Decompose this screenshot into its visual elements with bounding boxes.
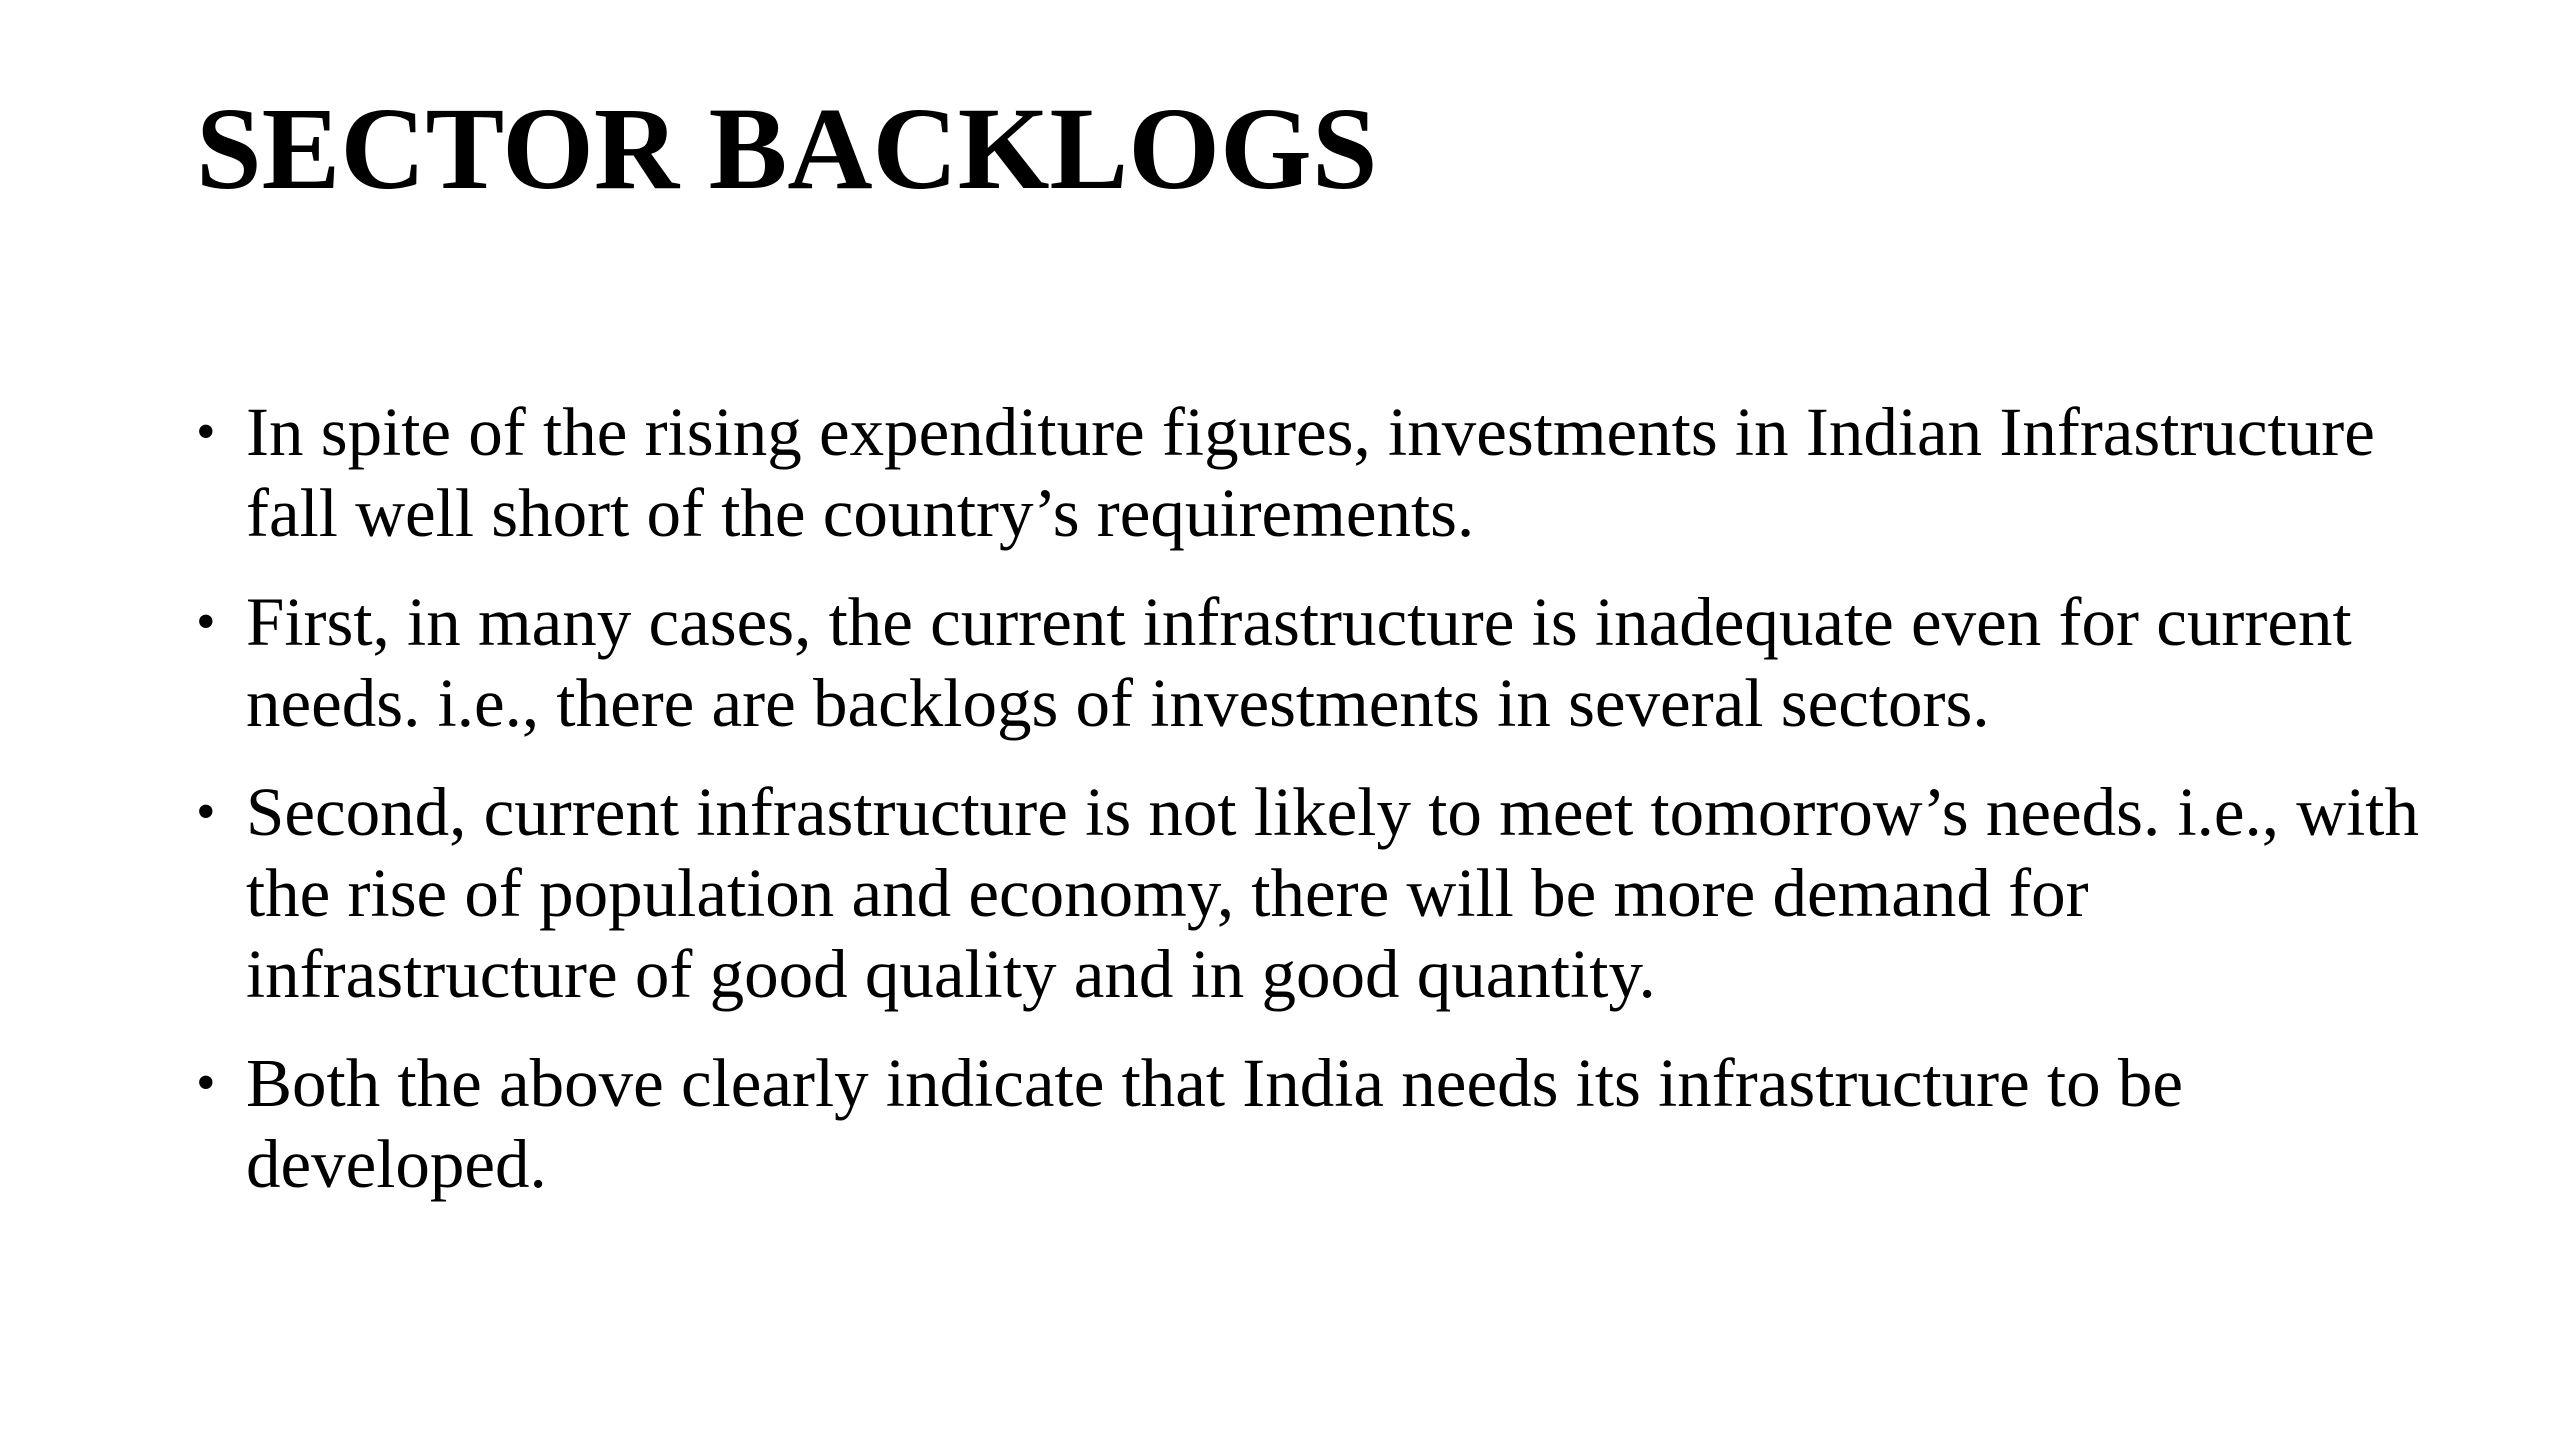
bullet-marker: • (196, 1052, 216, 1114)
slide-title: SECTOR BACKLOGS (196, 83, 1378, 214)
bullet-item (196, 582, 2436, 744)
bullet-text: Second, current infrastructure is not likely to meet tomorrow’s needs. i.e., with the rise of population and economy, there will be more demand for infrastructure of good quality and in good quantity. (246, 774, 2419, 1012)
bullet-item (196, 772, 2436, 1015)
bullet-item (196, 1043, 2436, 1205)
bullet-list (196, 392, 2436, 1233)
bullet-item (196, 392, 2436, 554)
bullet-marker: • (196, 591, 216, 653)
bullet-marker: • (196, 781, 216, 843)
bullet-text: In spite of the rising expenditure figures, investments in Indian Infrastructure fall well short of the country’s requirements. (246, 394, 2375, 551)
bullet-text: First, in many cases, the current infrastructure is inadequate even for current needs. i.e., there are backlogs of investments in several sectors. (246, 584, 2352, 741)
bullet-marker: • (196, 401, 216, 463)
bullet-text: Both the above clearly indicate that India needs its infrastructure to be developed. (246, 1045, 2184, 1202)
